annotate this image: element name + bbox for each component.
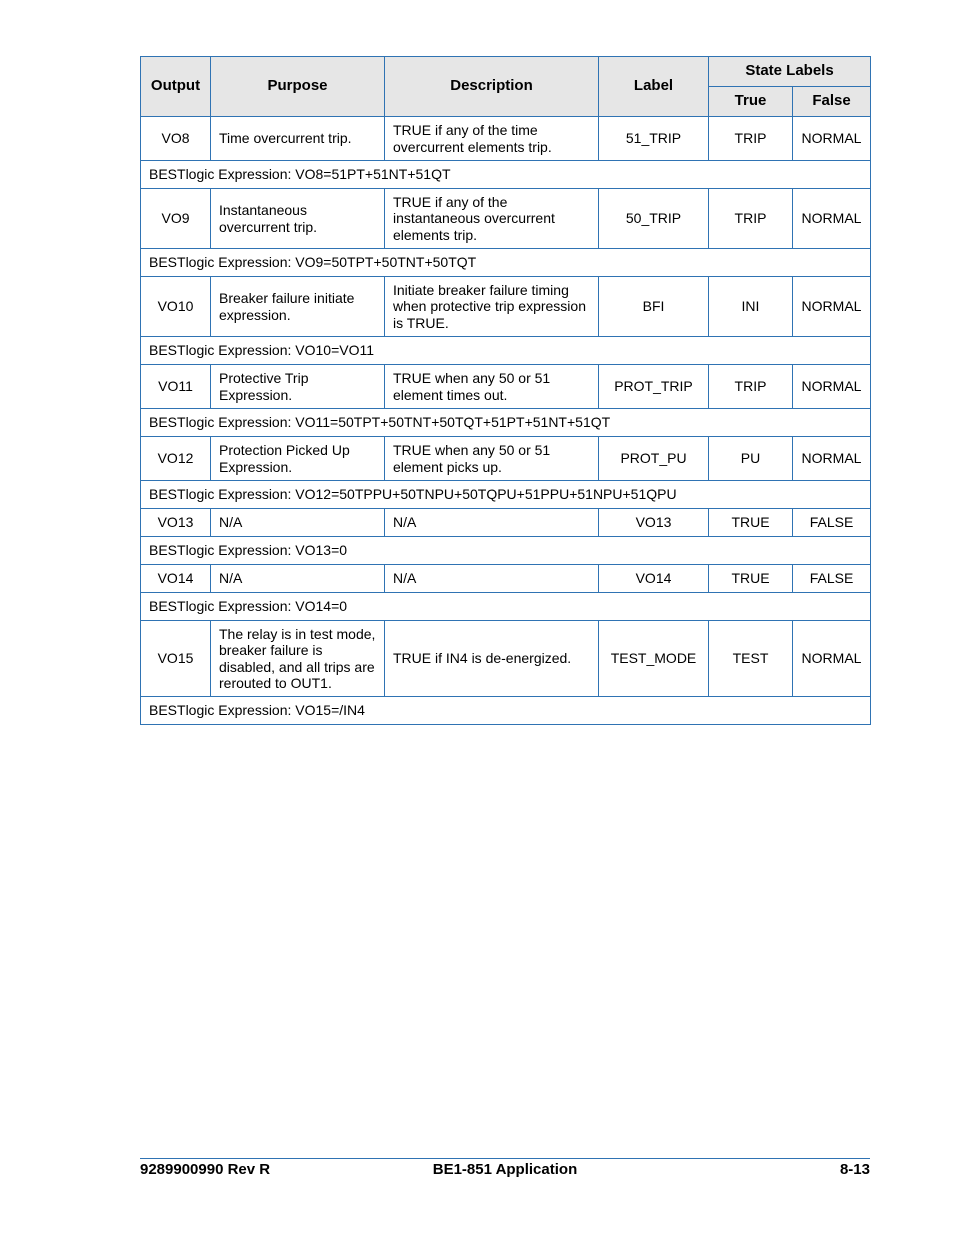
expression-row <box>141 249 871 277</box>
cell-false: NORMAL <box>793 117 871 161</box>
table-row <box>141 117 871 161</box>
table-row <box>141 565 871 593</box>
cell-output: VO9 <box>141 189 211 249</box>
table-row <box>141 437 871 481</box>
page-footer <box>140 1158 870 1178</box>
cell-description: TRUE if IN4 is de-energized. <box>385 621 599 697</box>
cell-true: TRUE <box>709 565 793 593</box>
cell-label: TEST_MODE <box>599 621 709 697</box>
table-row <box>141 365 871 409</box>
cell-purpose: Breaker failure initiate expression. <box>211 277 385 337</box>
cell-purpose: Time overcurrent trip. <box>211 117 385 161</box>
cell-output: VO12 <box>141 437 211 481</box>
cell-false: NORMAL <box>793 365 871 409</box>
cell-output: VO11 <box>141 365 211 409</box>
cell-purpose: Protective Trip Expression. <box>211 365 385 409</box>
header-purpose: Purpose <box>211 57 385 117</box>
cell-true: TRUE <box>709 509 793 537</box>
cell-true: TRIP <box>709 117 793 161</box>
footer-doc-number: 9289900990 Rev R <box>140 1161 271 1178</box>
header-output: Output <box>141 57 211 117</box>
cell-description: N/A <box>385 509 599 537</box>
bestlogic-expression: BESTlogic Expression: VO14=0 <box>141 593 871 621</box>
cell-output: VO10 <box>141 277 211 337</box>
expression-row <box>141 593 871 621</box>
cell-description: TRUE when any 50 or 51 element times out. <box>385 365 599 409</box>
cell-false: NORMAL <box>793 621 871 697</box>
expression-row <box>141 481 871 509</box>
table-row <box>141 621 871 697</box>
cell-purpose: The relay is in test mode, breaker failure is disabled, and all trips are rerouted to OUT1. <box>211 621 385 697</box>
cell-false: NORMAL <box>793 277 871 337</box>
footer-page-number: 8-13 <box>839 1161 870 1178</box>
bestlogic-expression: BESTlogic Expression: VO11=50TPT+50TNT+50TQT+51PT+51NT+51QT <box>141 409 871 437</box>
cell-purpose: Instantaneous overcurrent trip. <box>211 189 385 249</box>
cell-description: N/A <box>385 565 599 593</box>
header-label: Label <box>599 57 709 117</box>
cell-label: BFI <box>599 277 709 337</box>
table-row <box>141 509 871 537</box>
cell-output: VO14 <box>141 565 211 593</box>
cell-label: 50_TRIP <box>599 189 709 249</box>
table-row <box>141 277 871 337</box>
cell-true: TRIP <box>709 189 793 249</box>
cell-true: TEST <box>709 621 793 697</box>
cell-description: Initiate breaker failure timing when protective trip expression is TRUE. <box>385 277 599 337</box>
cell-label: VO13 <box>599 509 709 537</box>
cell-output: VO15 <box>141 621 211 697</box>
cell-purpose: N/A <box>211 565 385 593</box>
bestlogic-expression: BESTlogic Expression: VO9=50TPT+50TNT+50TQT <box>141 249 871 277</box>
footer-title: BE1-851 Application <box>432 1161 578 1178</box>
cell-output: VO13 <box>141 509 211 537</box>
expression-row <box>141 409 871 437</box>
cell-label: PROT_TRIP <box>599 365 709 409</box>
cell-false: NORMAL <box>793 189 871 249</box>
header-true: True <box>709 87 793 117</box>
cell-purpose: N/A <box>211 509 385 537</box>
cell-true: PU <box>709 437 793 481</box>
cell-description: TRUE if any of the instantaneous overcurrent elements trip. <box>385 189 599 249</box>
cell-label: PROT_PU <box>599 437 709 481</box>
bestlogic-expression: BESTlogic Expression: VO8=51PT+51NT+51QT <box>141 161 871 189</box>
cell-false: FALSE <box>793 509 871 537</box>
table-row <box>141 189 871 249</box>
virtual-outputs-table <box>140 56 871 725</box>
cell-label: VO14 <box>599 565 709 593</box>
expression-row <box>141 537 871 565</box>
cell-true: TRIP <box>709 365 793 409</box>
header-false: False <box>793 87 871 117</box>
cell-false: NORMAL <box>793 437 871 481</box>
bestlogic-expression: BESTlogic Expression: VO13=0 <box>141 537 871 565</box>
bestlogic-expression: BESTlogic Expression: VO12=50TPPU+50TNPU+50TQPU+51PPU+51NPU+51QPU <box>141 481 871 509</box>
cell-description: TRUE when any 50 or 51 element picks up. <box>385 437 599 481</box>
header-state-labels: State Labels <box>709 57 871 87</box>
cell-label: 51_TRIP <box>599 117 709 161</box>
bestlogic-expression: BESTlogic Expression: VO10=VO11 <box>141 337 871 365</box>
cell-output: VO8 <box>141 117 211 161</box>
expression-row <box>141 161 871 189</box>
header-description: Description <box>385 57 599 117</box>
bestlogic-expression: BESTlogic Expression: VO15=/IN4 <box>141 697 871 725</box>
expression-row <box>141 697 871 725</box>
cell-true: INI <box>709 277 793 337</box>
expression-row <box>141 337 871 365</box>
cell-description: TRUE if any of the time overcurrent elements trip. <box>385 117 599 161</box>
cell-false: FALSE <box>793 565 871 593</box>
cell-purpose: Protection Picked Up Expression. <box>211 437 385 481</box>
